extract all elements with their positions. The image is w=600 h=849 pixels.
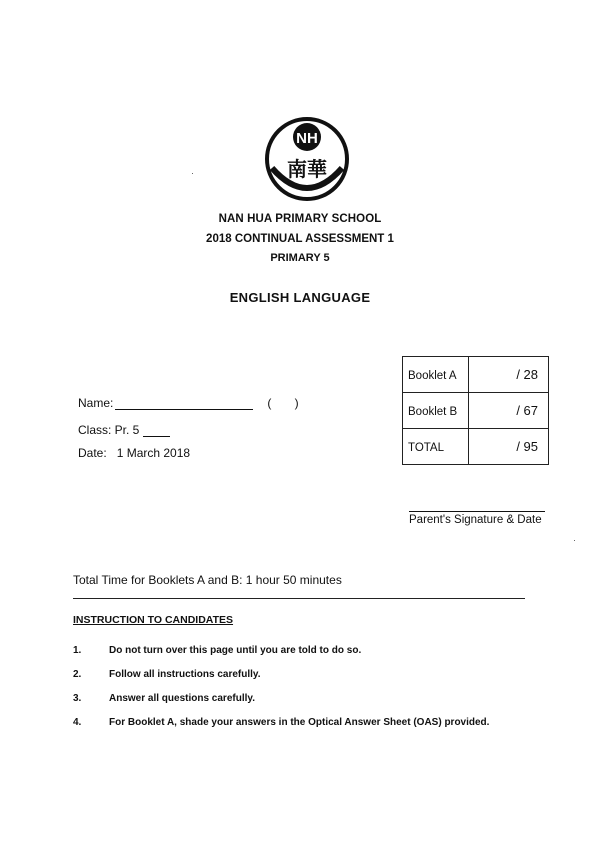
divider-rule (73, 598, 525, 599)
school-logo (264, 116, 350, 202)
instruction-item (73, 717, 489, 728)
class-label: Class: Pr. 5 (78, 423, 140, 437)
class-field (78, 423, 170, 437)
instruction-item (73, 645, 361, 656)
logo-chinese: 南華 (287, 157, 327, 181)
score-label: Booklet A (403, 357, 469, 393)
school-name: NAN HUA PRIMARY SCHOOL (218, 213, 382, 225)
instruction-text: Do not turn over this page until you are told to do so. (109, 645, 362, 656)
logo-initials: NH (296, 130, 318, 147)
class-blank[interactable] (143, 424, 170, 437)
name-field (78, 396, 299, 410)
date-value: 1 March 2018 (116, 446, 191, 460)
score-value: / 67 (469, 393, 549, 429)
scan-speck (192, 173, 193, 174)
school-crest-icon (264, 116, 350, 202)
instruction-text: Answer all questions carefully. (109, 693, 255, 704)
signature-label: Parent's Signature & Date (409, 514, 542, 526)
total-time-text: Total Time for Booklets A and B: 1 hour 50 minutes (73, 573, 342, 587)
instruction-number: 2. (73, 669, 82, 680)
score-value: / 95 (469, 429, 549, 465)
instruction-number: 1. (73, 645, 82, 656)
signature-line[interactable] (409, 511, 545, 512)
score-table (402, 356, 549, 465)
subject-title: ENGLISH LANGUAGE (229, 290, 371, 305)
instruction-text: For Booklet A, shade your answers in the Optical Answer Sheet (OAS) provided. (109, 717, 490, 728)
score-value: / 28 (469, 357, 549, 393)
instructions-heading: INSTRUCTION TO CANDIDATES (73, 614, 234, 626)
date-label: Date: (78, 446, 107, 460)
score-row-booklet-a (403, 357, 549, 393)
scan-speck (574, 540, 575, 541)
score-row-total (403, 429, 549, 465)
score-label: Booklet B (403, 393, 469, 429)
instruction-item (73, 693, 255, 704)
instruction-item (73, 669, 261, 680)
level-title: PRIMARY 5 (270, 252, 330, 264)
instruction-number: 3. (73, 693, 82, 704)
assessment-title: 2018 CONTINUAL ASSESSMENT 1 (206, 233, 394, 245)
instruction-text: Follow all instructions carefully. (109, 669, 261, 680)
name-label: Name: (78, 396, 114, 410)
index-number-parens: ( ) (267, 396, 299, 410)
score-row-booklet-b (403, 393, 549, 429)
instruction-number: 4. (73, 717, 82, 728)
date-field (78, 446, 190, 460)
name-blank[interactable] (115, 397, 253, 410)
score-label: TOTAL (403, 429, 469, 465)
